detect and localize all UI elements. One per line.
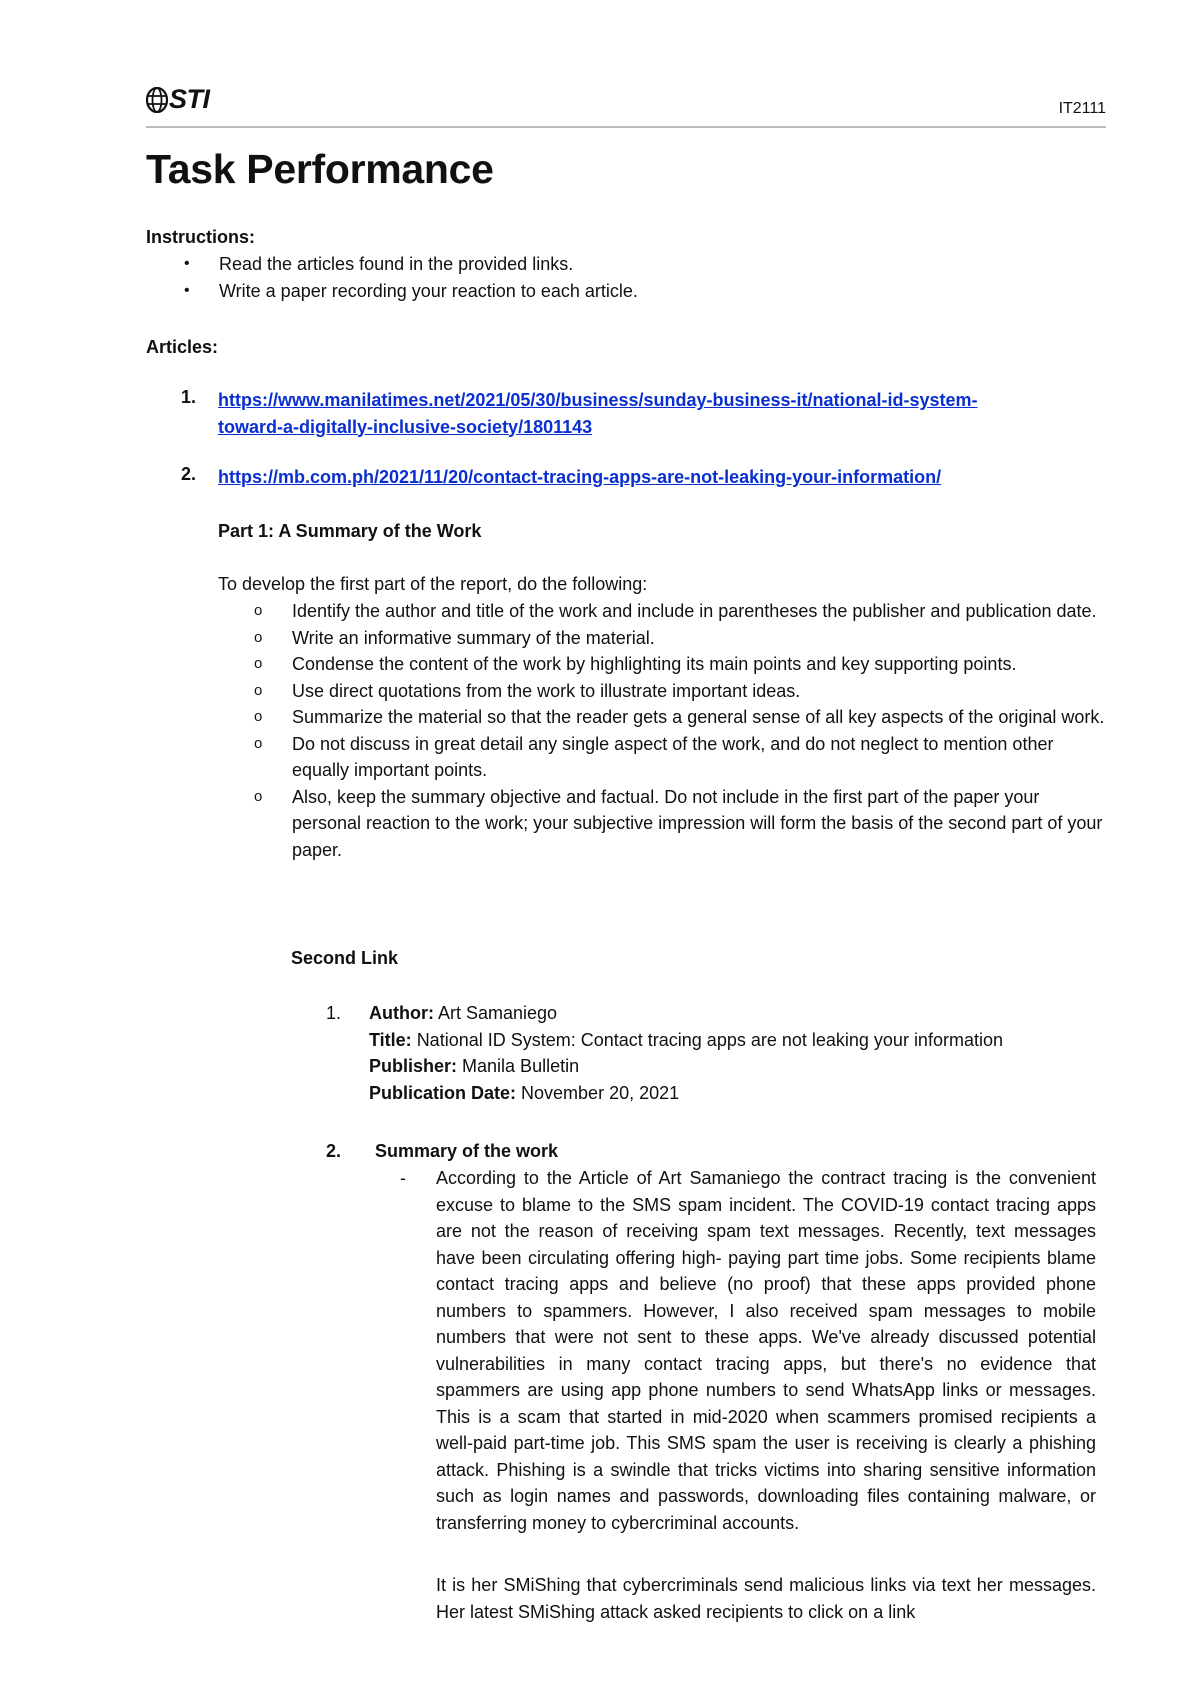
date-row — [369, 1080, 1109, 1107]
sti-logo — [146, 86, 210, 113]
article-number: 1. — [181, 387, 197, 407]
author-row — [369, 1000, 1109, 1027]
second-link-heading: Second Link — [291, 948, 399, 968]
requirement-item: o Identify the author and title of the work and include in parentheses the publisher and publication date. — [254, 598, 1106, 625]
article-link-1-line1[interactable]: https://www.manilatimes.net/2021/05/30/business/sunday-business-it/national-id-system- — [218, 390, 978, 410]
article-link-1[interactable] — [218, 387, 1098, 440]
article-details — [369, 1000, 1109, 1106]
publisher-value: Manila Bulletin — [462, 1056, 580, 1076]
requirement-item: o Use direct quotations from the work to illustrate important ideas. — [254, 678, 1106, 705]
course-code: IT2111 — [1058, 100, 1106, 117]
requirement-item: o Also, keep the summary objective and factual. Do not include in the first part of the paper your personal reaction to the work; your subjective impression will form the basis of the second part of your paper. — [254, 784, 1106, 864]
requirement-item: o Condense the content of the work by highlighting its main points and key supporting points. — [254, 651, 1106, 678]
page-title: Task Performance — [146, 146, 494, 192]
globe-icon — [146, 87, 168, 113]
logo-text: STI — [169, 84, 210, 114]
title-label: Title: — [369, 1029, 412, 1050]
part1-intro: To develop the first part of the report, do the following: — [218, 574, 648, 594]
article-link-2[interactable] — [218, 464, 1098, 491]
summary-item-number: 2. — [326, 1141, 342, 1161]
title-row — [369, 1027, 1109, 1054]
instructions-list — [146, 251, 1046, 304]
part1-requirements-list — [254, 598, 1106, 863]
publisher-row — [369, 1053, 1109, 1080]
detail-item-number: 1. — [326, 1003, 342, 1023]
summary-heading: Summary of the work — [375, 1141, 559, 1161]
author-value: Art Samaniego — [438, 1003, 558, 1023]
instructions-heading: Instructions: — [146, 227, 256, 247]
author-label: Author: — [369, 1003, 434, 1023]
summary-paragraph-continued: It is her SMiShing that cybercriminals send malicious links via text her messages. Her latest SMiShing attack asked recipients to click on a link — [436, 1575, 1096, 1622]
requirement-item: o Write an informative summary of the material. — [254, 625, 1106, 652]
requirement-item: o Summarize the material so that the reader gets a general sense of all key aspects of the original work. — [254, 704, 1106, 731]
instruction-item: • Read the articles found in the provided links. — [146, 251, 1046, 278]
articles-heading: Articles: — [146, 337, 219, 357]
requirement-item: o Do not discuss in great detail any single aspect of the work, and do not neglect to mention other equally important points. — [254, 731, 1106, 784]
article-link-2-line1[interactable]: https://mb.com.ph/2021/11/20/contact-tracing-apps-are-not-leaking-your-information/ — [218, 467, 942, 487]
publisher-label: Publisher: — [369, 1056, 458, 1076]
article-number: 2. — [181, 464, 197, 484]
part1-heading: Part 1: A Summary of the Work — [218, 521, 482, 541]
date-label: Publication Date: — [369, 1082, 517, 1103]
summary-paragraph: According to the Article of Art Samaniego the contract tracing is the convenient excuse to blame to the SMS spam incident. The COVID-19 contact tracing apps are not the reason of receiving spam text messages. Recently, text messages have been circulating offering high- paying part time jobs. Some recipients blame contact tracing apps and believe (no proof) that these apps provided phone numbers to spammers. However, I also received spam messages to mobile numbers that were not sent to these apps. We've already discussed potential vulnerabilities in many contact tracing apps, but there's no evidence that spammers are using app phone numbers to send WhatsApp links or messages. This is a scam that started in mid-2020 when scammers promised recipients a well-paid part-time job. This SMS spam the user is receiving is clearly a phishing attack. Phishing is a swindle that tricks victims into sharing sensitive information such as login names and passwords, downloading files containing malware, or transferring money to cybercriminal accounts. — [436, 1168, 1096, 1533]
title-value: National ID System: Contact tracing apps are not leaking your information — [416, 1029, 1003, 1050]
article-link-1-line2[interactable]: toward-a-digitally-inclusive-society/1801143 — [218, 416, 593, 437]
date-value: November 20, 2021 — [521, 1082, 680, 1103]
page-header — [146, 84, 1106, 128]
instruction-item: • Write a paper recording your reaction to each article. — [146, 278, 1046, 305]
summary-dash: - — [400, 1168, 406, 1188]
